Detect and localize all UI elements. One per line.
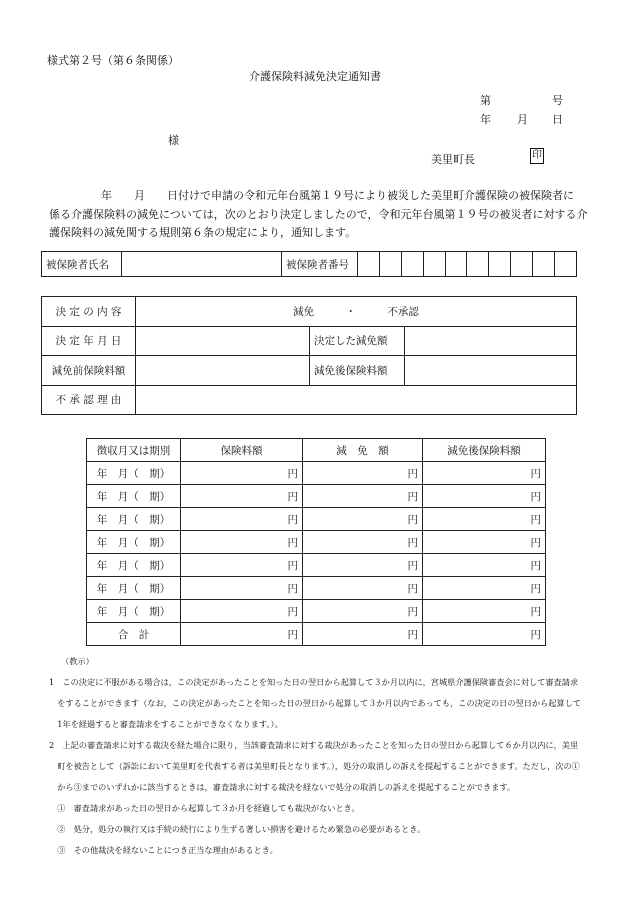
insured-number-digit[interactable]	[511, 252, 533, 277]
exempt-cell[interactable]: 円	[303, 462, 423, 485]
note-line: ③ その他裁決を経ないことにつき正当な理由があるとき。	[49, 845, 278, 855]
period-label: 年 月（ 期）	[87, 531, 181, 554]
body-line: 護保険料の減免関する規則第６条の規定により，通知します。	[49, 226, 357, 239]
period-label: 年 月（ 期）	[87, 485, 181, 508]
rejection-reason-label: 不 承 認 理 由	[42, 385, 136, 415]
after-cell[interactable]: 円	[423, 485, 546, 508]
after-cell[interactable]: 円	[423, 531, 546, 554]
premium-cell[interactable]: 円	[181, 554, 303, 577]
decision-table	[41, 296, 577, 415]
addressee-suffix: 様	[168, 134, 179, 147]
insured-number-digit[interactable]	[379, 252, 401, 277]
decision-content-options[interactable]	[136, 297, 577, 327]
exempt-cell[interactable]: 円	[303, 577, 423, 600]
note-line: 1年を経過すると審査請求をすることができなくなります。）。	[49, 719, 283, 729]
exempt-cell[interactable]: 円	[303, 531, 423, 554]
note-line: ② 処分，処分の執行又は手続の続行により生ずる著しい損害を避けるため緊急の必要があるとき。	[49, 824, 426, 834]
note-line: ① 審査請求があった日の翌日から起算して３か月を経過しても裁決がないとき。	[49, 803, 360, 813]
period-row	[87, 531, 546, 554]
insured-number-digit[interactable]	[445, 252, 467, 277]
premium-cell[interactable]: 円	[181, 485, 303, 508]
premium-cell[interactable]: 円	[181, 577, 303, 600]
note-line: から③までのいずれかに該当するときは，審査請求に対する裁決を経ないで処分の取消しの訴えを提起することができます。	[49, 782, 516, 792]
rejection-reason-field[interactable]	[136, 385, 577, 415]
notice-body	[49, 187, 589, 243]
decision-content-label: 決 定 の 内 容	[42, 297, 136, 327]
total-after-cell[interactable]: 円	[423, 623, 546, 646]
exempt-cell[interactable]: 円	[303, 508, 423, 531]
total-row	[87, 623, 546, 646]
note-line: をすることができます（なお，この決定があったことを知った日の翌日から起算して３か月以内であっても，この決定の日の翌日から起算して	[49, 698, 582, 708]
insured-number-digit[interactable]	[358, 252, 380, 277]
period-row	[87, 554, 546, 577]
body-line: 年 月 日付けで申請の令和元年台風第１９号により被災した美里町介護保険の被保険者に	[101, 189, 574, 202]
header-after: 減免後保険料額	[423, 439, 546, 462]
notes-heading: （教示）	[61, 656, 94, 666]
exempt-amount-label: 決定した減免額	[310, 326, 405, 356]
after-cell[interactable]: 円	[423, 554, 546, 577]
document-title: 介護保険料減免決定通知書	[249, 70, 381, 83]
number-prefix: 第	[480, 94, 491, 107]
after-cell[interactable]: 円	[423, 600, 546, 623]
seal-mark: 印	[530, 148, 544, 164]
date-year: 年	[480, 113, 491, 126]
period-row	[87, 600, 546, 623]
period-row	[87, 462, 546, 485]
date-day: 日	[552, 113, 563, 126]
period-label: 年 月（ 期）	[87, 554, 181, 577]
period-row	[87, 485, 546, 508]
period-row	[87, 508, 546, 531]
insured-table	[41, 251, 577, 277]
header-period: 徴収月又は期別	[87, 439, 181, 462]
option-separator: ・	[345, 305, 356, 318]
total-exempt-cell[interactable]: 円	[303, 623, 423, 646]
premium-cell[interactable]: 円	[181, 462, 303, 485]
option-rejected[interactable]: 不承認	[387, 305, 419, 318]
note-line: 町を被告として（訴訟において美里町を代表する者は美里町長となります。），処分の取消しの訴えを提起することができます。ただし，次の①	[49, 761, 580, 771]
insured-number-label: 被保険者番号	[282, 252, 358, 277]
period-label: 年 月（ 期）	[87, 600, 181, 623]
decision-date-field[interactable]	[136, 326, 310, 356]
before-premium-field[interactable]	[136, 356, 310, 386]
exempt-cell[interactable]: 円	[303, 600, 423, 623]
note-line: 1 この決定に不服がある場合は，この決定があったことを知った日の翌日から起算して３か月以内に，宮城県介護保険審査会に対して審査請求	[49, 677, 579, 687]
before-premium-label: 減免前保険料額	[42, 356, 136, 386]
after-premium-label: 減免後保険料額	[310, 356, 405, 386]
option-exempt[interactable]: 減免	[293, 305, 315, 318]
period-label: 年 月（ 期）	[87, 462, 181, 485]
exempt-cell[interactable]: 円	[303, 554, 423, 577]
period-label: 年 月（ 期）	[87, 577, 181, 600]
header-exempt: 減 免 額	[303, 439, 423, 462]
after-cell[interactable]: 円	[423, 508, 546, 531]
note-line: 2 上記の審査請求に対する裁決を経た場合に限り，当該審査請求に対する裁決があったことを知った日の翌日から起算して６か月以内に，美里	[49, 740, 579, 750]
insured-number-digit[interactable]	[423, 252, 445, 277]
insured-number-digit[interactable]	[467, 252, 489, 277]
appeal-notes	[49, 651, 609, 861]
period-table	[86, 438, 546, 646]
after-cell[interactable]: 円	[423, 462, 546, 485]
insured-number-digit[interactable]	[555, 252, 577, 277]
insured-number-digit[interactable]	[489, 252, 511, 277]
form-label: 様式第２号（第６条関係）	[47, 54, 179, 67]
after-cell[interactable]: 円	[423, 577, 546, 600]
total-label: 合 計	[87, 623, 181, 646]
decision-date-label: 決 定 年 月 日	[42, 326, 136, 356]
premium-cell[interactable]: 円	[181, 508, 303, 531]
period-label: 年 月（ 期）	[87, 508, 181, 531]
exempt-cell[interactable]: 円	[303, 485, 423, 508]
insured-number-digit[interactable]	[533, 252, 555, 277]
number-suffix: 号	[552, 94, 563, 107]
date-month: 月	[517, 113, 528, 126]
total-premium-cell[interactable]: 円	[181, 623, 303, 646]
insured-name-label: 被保険者氏名	[42, 252, 122, 277]
header-premium: 保険料額	[181, 439, 303, 462]
insured-name-field[interactable]	[122, 252, 282, 277]
issuer-name: 美里町長	[431, 153, 475, 166]
insured-number-digit[interactable]	[401, 252, 423, 277]
period-row	[87, 577, 546, 600]
after-premium-field[interactable]	[405, 356, 577, 386]
exempt-amount-field[interactable]	[405, 326, 577, 356]
body-line: 係る介護保険料の減免については，次のとおり決定しましたので，令和元年台風第１９号の被災者に対する介	[49, 207, 588, 221]
premium-cell[interactable]: 円	[181, 531, 303, 554]
premium-cell[interactable]: 円	[181, 600, 303, 623]
